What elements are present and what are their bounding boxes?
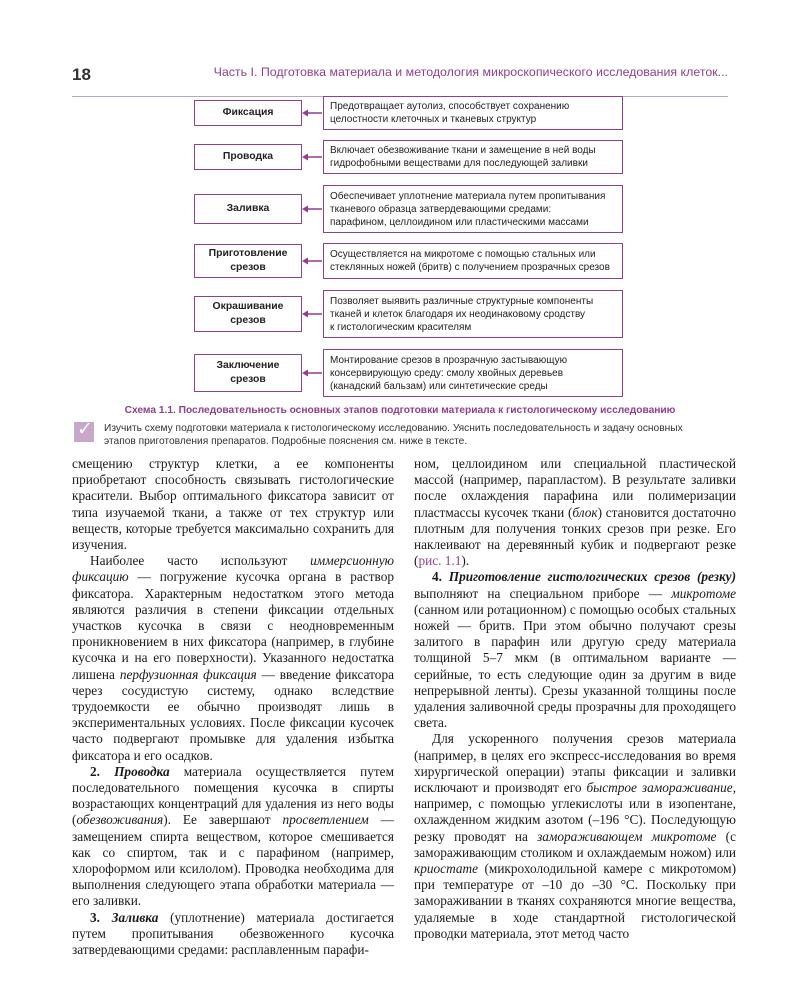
text: ном, целлоидином или специальной пластической массой (например, парапластом). В результате заливки после охлаждения парафина или полимеризации пластмассы кусочек ткани (: [414, 456, 736, 520]
paragraph: [414, 731, 736, 942]
term-immersion-fixation: иммерсионную фиксацию: [72, 553, 394, 585]
stage-label: срезов: [230, 374, 266, 385]
description-line: Включает обезвоживание ткани и замещение в ней воды: [330, 145, 596, 156]
stage-label: Заливка: [226, 203, 270, 214]
text: — погружение кусочка органа в раствор фиксатора. Характерным недостатком этого метода являются различия в степени фиксации отдельных участков кусочка в связи с неодновременным проникновением в них фиксатора (например, в глубине кусочка и на его поверхности). Указанного недостатка лишена: [72, 569, 394, 682]
text: (санном или ротационном) с помощью особых стальных ножей — бритв. При этом обычно получают срезы залитого в парафин или другую среду материала толщиной 5–7 мкм (в оптимальном варианте — серийные, то есть следующие один за другим в виде непрерывной ленты). Срезы указанной толщины после удаления заливочной среды прозрачны для проходящего света.: [414, 601, 736, 731]
scheme-row-embedding: [194, 185, 624, 233]
description-line: стеклянных ножей (бритв) с получением прозрачных срезов: [330, 262, 610, 273]
text: , например, с помощью углекислоты или в изопентане, охлажденном жидким азотом (–196 °С). Последующую резку проводят на: [414, 780, 737, 844]
description-line: тканей и клеток благодаря их неодинаковому сродству: [330, 308, 586, 320]
scheme-row-staining: [194, 290, 624, 338]
description-line: Осуществляется на микротоме с помощью стальных или: [330, 249, 596, 260]
description-line: Предотвращает аутолиз, способствует сохранению: [330, 101, 570, 112]
term-dehydration: обезвоживания: [76, 812, 164, 828]
term-freezing-microtome: замораживающем микротоме: [537, 828, 717, 844]
scheme-row-fixation: [194, 96, 624, 130]
left-column: [72, 456, 394, 958]
stage-label: Фиксация: [222, 107, 274, 118]
description-line: гидрофобными веществами для последующей заливки: [330, 158, 588, 169]
stage-label: Окрашивание: [212, 301, 284, 312]
text: Для ускоренного получения срезов материала (например, в целях его экспресс-исследования во время хирургической операции) этапы фиксации и заливки исключают и производят его: [414, 731, 736, 796]
term-embedding: Заливка: [111, 909, 159, 925]
stage-label: срезов: [230, 315, 266, 326]
scheme-row-mounting: [194, 349, 624, 397]
text: материала осуществляется путем последовательного помещения кусочка в спирты возрастающих концентраций для удаления из него воды (: [72, 763, 394, 828]
description-line: Обеспечивает уплотнение материала путем пропитывания: [330, 190, 606, 202]
task-text: [104, 422, 728, 448]
item-number: 2.: [90, 763, 115, 779]
task-line: этапов приготовления препаратов. Подробные пояснения см. ниже в тексте.: [104, 436, 468, 447]
figure-reference-link[interactable]: рис. 1.1: [418, 553, 462, 569]
text: (уплотнение) материала достигается путем пропитывания обезвоженного кусочка затвердевающими средами: расплавленным парафи-: [72, 909, 395, 958]
right-column: [414, 456, 736, 942]
description-line: целостности клеточных и тканевых структур: [330, 114, 537, 125]
stage-box-staining: [194, 296, 302, 332]
task-note: [72, 418, 728, 451]
text: ) становится достаточно плотным для получения тонких срезов при резке. Его наклеивают на деревянный кубик и подвергают резке (: [414, 504, 737, 569]
term-cryostat: криостате: [414, 861, 478, 877]
stage-description-mounting: [323, 349, 623, 397]
term-perfusion-fixation: перфузионная фиксация: [119, 666, 257, 682]
paragraph: [72, 910, 394, 959]
description-line: Позволяет выявить различные структурные компоненты: [330, 295, 594, 307]
description-line: (канадский бальзам) или синтетические среды: [330, 380, 548, 392]
page-header: [72, 52, 728, 97]
paragraph: [72, 456, 394, 553]
description-line: парафином, целлоидином или пластическими массами: [330, 216, 589, 228]
text: ).: [461, 553, 470, 569]
task-line: Изучить схему подготовки материала к гистологическому исследованию. Уяснить последовательность и задачу основных: [104, 423, 683, 434]
stage-description-embedding: [323, 185, 623, 233]
text: ). Ее завершают: [163, 812, 283, 828]
arrow-icon: [302, 108, 323, 118]
stage-box-fixation: [194, 100, 302, 126]
arrow-icon: [302, 256, 323, 266]
checkmark-icon: ✓: [74, 422, 94, 442]
stage-label: срезов: [230, 262, 266, 273]
text: — введение фиксатора через сосудистую систему, однако вследствие трудоемкости ее обычно производят лишь в экспериментальных условиях. После фиксации кусочек часто подвергают промывке для удаления избытка фиксатора и его осадков.: [72, 666, 395, 763]
stage-description-fixation: [323, 96, 623, 130]
stage-description-sectioning: [323, 243, 623, 279]
term-sectioning: Приготовление гистологических срезов (резку): [448, 569, 737, 585]
stage-label: Приготовление: [208, 248, 288, 259]
running-title: Часть I. Подготовка материала и методология микроскопического исследования клеток...: [213, 65, 728, 79]
term-processing: Проводка: [114, 763, 170, 779]
stage-label: Заключение: [216, 360, 280, 371]
text: (с замораживающим столиком и охлаждаемым ножом) или: [414, 828, 736, 860]
arrow-icon: [302, 152, 323, 162]
item-number: 3.: [90, 909, 112, 925]
arrow-icon: [302, 204, 323, 214]
stage-label: Проводка: [222, 151, 274, 162]
description-line: консервирующую среду: смолу хвойных деревьев: [330, 367, 564, 379]
text: Наиболее часто используют: [90, 553, 311, 569]
description-line: Монтирование срезов в прозрачную застывающую: [330, 354, 568, 366]
stage-box-mounting: [194, 354, 302, 392]
stage-description-staining: [323, 290, 623, 338]
stage-description-processing: [323, 140, 623, 174]
text: — замещением спирта веществом, которое смешивается как со спиртом, так и с парафином (например, хлороформом или ксилолом). Проводка необходима для выполнения следующего этапа обработки материала — его заливки.: [72, 812, 394, 909]
page-number: 18: [72, 65, 91, 84]
stage-box-processing: [194, 144, 302, 170]
scheme-diagram: [194, 96, 624, 402]
paragraph: [72, 764, 394, 910]
item-number: 4.: [432, 569, 449, 585]
scheme-caption: Схема 1.1. Последовательность основных этапов подготовки материала к гистологическому исследованию: [124, 405, 676, 416]
description-line: тканевого образца затвердевающими средами:: [330, 203, 552, 215]
stage-box-sectioning: [194, 244, 302, 278]
text: выполняют на специальном приборе —: [414, 585, 672, 601]
term-microtome: микротоме: [671, 585, 736, 601]
paragraph: [72, 553, 394, 764]
term-clearing: просветлением: [282, 812, 369, 828]
scheme-row-sectioning: [194, 243, 624, 279]
stage-box-embedding: [194, 194, 302, 224]
paragraph: [414, 569, 736, 731]
paragraph: [414, 456, 736, 569]
text: (микрохолодильной камере с микротомом) при температуре от –10 до –30 °С. Поскольку при замораживании в тканях сохраняются многие вещества, удаляемые в ходе стандартной гистологической проводки материала, этот метод часто: [414, 861, 736, 941]
text: смещению структур клетки, а ее компоненты приобретают способность связывать гистологические красители. Выбор оптимального фиксатора зависит от типа изучаемой ткани, а также от тех структур или веществ, которые требуется максимально сохранить для изучения.: [72, 456, 394, 553]
term-block: блок: [572, 504, 598, 520]
description-line: к гистологическим красителям: [330, 321, 472, 333]
arrow-icon: [302, 368, 323, 378]
scheme-row-processing: [194, 140, 624, 174]
arrow-icon: [302, 309, 323, 319]
term-rapid-freezing: быстрое замораживание: [586, 780, 733, 796]
